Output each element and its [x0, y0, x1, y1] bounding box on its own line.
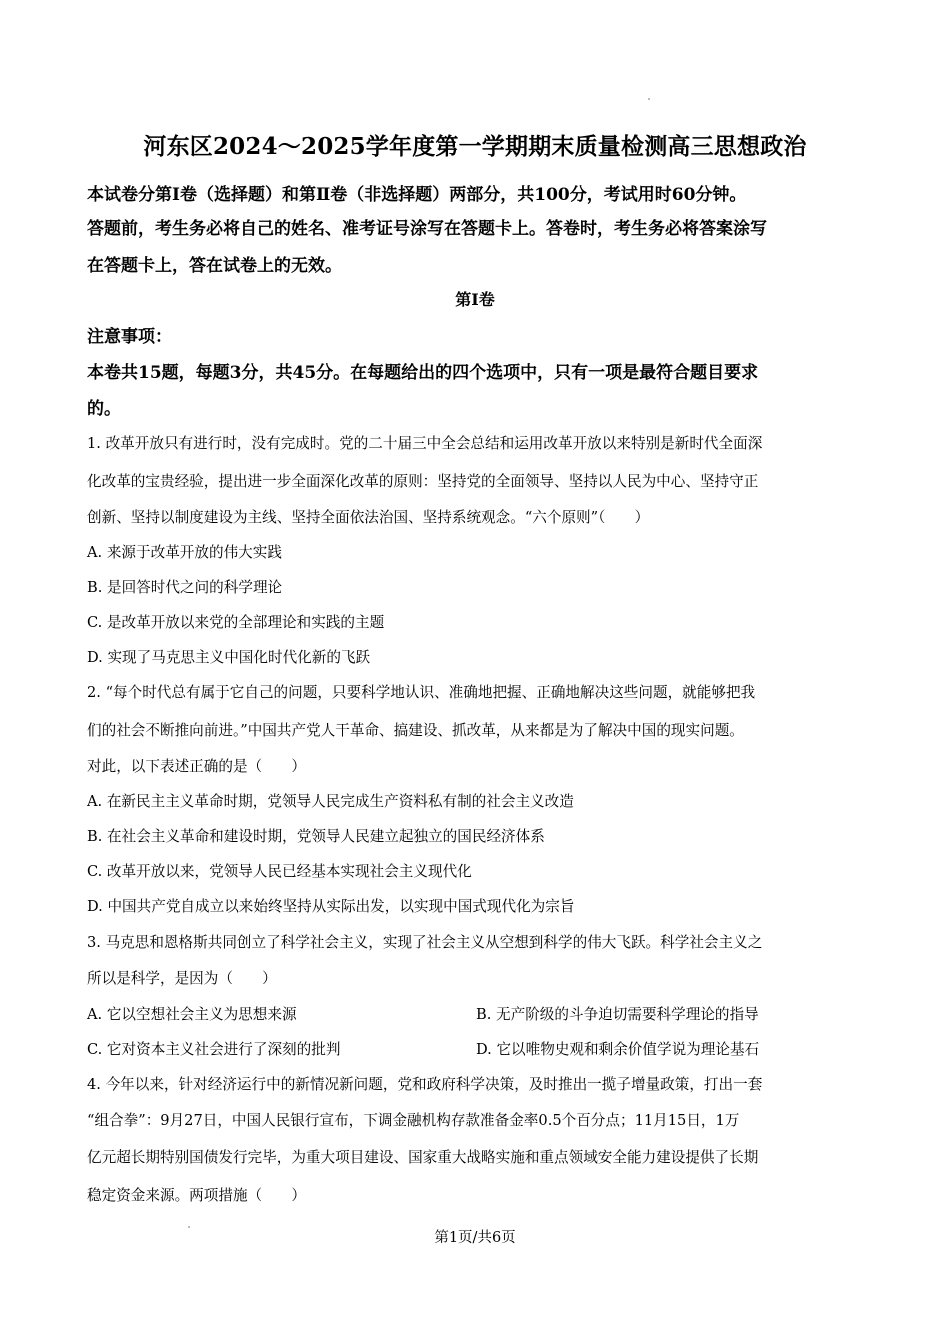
notice-line: 的。	[87, 399, 121, 419]
question-3-option-c: C. 它对资本主义社会进行了深刻的批判	[87, 1041, 341, 1058]
question-1-option-c: C. 是改革开放以来党的全部理论和实践的主题	[87, 614, 385, 631]
question-3-option-a: A. 它以空想社会主义为思想来源	[87, 1006, 297, 1023]
question-2-option-d: D. 中国共产党自成立以来始终坚持从实际出发，以实现中国式现代化为宗旨	[87, 898, 575, 915]
notice-heading: 注意事项：	[87, 327, 172, 347]
question-1-stem: 化改革的宝贵经验，提出进一步全面深化改革的原则：坚持党的全面领导、坚持以人民为中心、坚持守正	[87, 473, 759, 490]
question-2-option-a: A. 在新民主主义革命时期，党领导人民完成生产资料私有制的社会主义改造	[87, 793, 574, 810]
intro-line: 答题前，考生务必将自己的姓名、准考证号涂写在答题卡上。答卷时，考生务必将答案涂写	[87, 219, 767, 239]
question-3-stem: 3. 马克思和恩格斯共同创立了科学社会主义，实现了社会主义从空想到科学的伟大飞跃。科学社会主义之	[87, 934, 763, 951]
question-3-option-d: D. 它以唯物史观和剩余价值学说为理论基石	[476, 1041, 760, 1058]
question-3-option-b: B. 无产阶级的斗争迫切需要科学理论的指导	[476, 1006, 759, 1023]
question-4-stem: “组合拳”：9月27日，中国人民银行宣布，下调金融机构存款准备金率0.5个百分点；11月15日，1万	[87, 1112, 740, 1129]
question-2-option-c: C. 改革开放以来，党领导人民已经基本实现社会主义现代化	[87, 863, 472, 880]
notice-line: 本卷共15题，每题3分，共45分。在每题给出的四个选项中，只有一项是最符合题目要求	[87, 363, 759, 383]
question-2-option-b: B. 在社会主义革命和建设时期，党领导人民建立起独立的国民经济体系	[87, 828, 545, 845]
question-2-stem: 对此，以下表述正确的是（ ）	[87, 758, 306, 775]
question-1-stem: 创新、坚持以制度建设为主线、坚持全面依法治国、坚持系统观念。“六个原则”（ ）	[87, 509, 650, 526]
page-footer: 第1页/共6页	[434, 1230, 516, 1246]
scan-speck	[648, 98, 650, 100]
question-4-stem: 稳定资金来源。两项措施（ ）	[87, 1187, 306, 1204]
question-2-stem: 们的社会不断推向前进。”中国共产党人干革命、搞建设、抓改革，从来都是为了解决中国的现实问题。	[87, 722, 744, 739]
question-1-option-d: D. 实现了马克思主义中国化时代化新的飞跃	[87, 649, 371, 666]
question-4-stem: 4. 今年以来，针对经济运行中的新情况新问题，党和政府科学决策，及时推出一揽子增量政策，打出一套	[87, 1076, 763, 1093]
exam-title: 河东区2024～2025学年度第一学期期末质量检测高三思想政治	[143, 133, 807, 160]
question-1-option-a: A. 来源于改革开放的伟大实践	[87, 544, 282, 561]
question-1-option-b: B. 是回答时代之问的科学理论	[87, 579, 283, 596]
intro-line: 本试卷分第Ⅰ卷（选择题）和第Ⅱ卷（非选择题）两部分，共100分，考试用时60分钟。	[87, 185, 747, 205]
question-2-stem: 2. “每个时代总有属于它自己的问题，只要科学地认识、准确地把握、正确地解决这些问题，就能够把我	[87, 684, 756, 701]
intro-line: 在答题卡上，答在试卷上的无效。	[87, 256, 342, 276]
question-4-stem: 亿元超长期特别国债发行完毕，为重大项目建设、国家重大战略实施和重点领域安全能力建设提供了长期	[87, 1149, 759, 1166]
question-1-stem: 1. 改革开放只有进行时，没有完成时。党的二十届三中全会总结和运用改革开放以来特别是新时代全面深	[87, 435, 763, 452]
section-title: 第Ⅰ卷	[455, 290, 495, 309]
question-3-stem: 所以是科学，是因为（ ）	[87, 970, 277, 987]
